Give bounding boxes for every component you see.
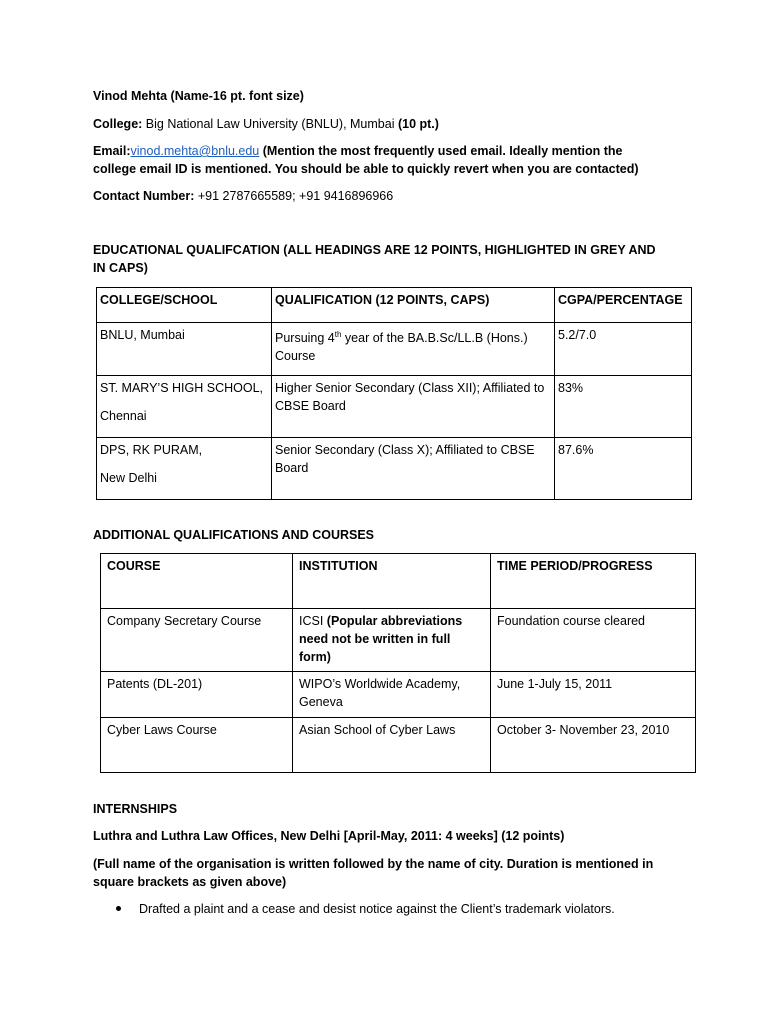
school-cell [97, 438, 272, 500]
candidate-name: Vinod Mehta (Name-16 pt. font size) [93, 89, 304, 103]
contact-label: Contact Number: [93, 189, 195, 203]
table-row [97, 438, 692, 500]
school-name: BNLU, Mumbai [100, 328, 185, 342]
email-link[interactable]: vinod.mehta@bnlu.edu [130, 144, 260, 158]
bullet-icon [114, 900, 122, 908]
course-cell: Patents (DL-201) [101, 672, 293, 718]
school-city: New Delhi [100, 471, 157, 485]
school-name: DPS, RK PURAM, [100, 443, 203, 457]
email-note: (Mention the most frequently used email. Ideally mention the college email ID is mentioned. You should be able to quickly revert when you are contacted) [93, 144, 639, 176]
qual-superscript: th [334, 330, 342, 339]
college-line [93, 115, 673, 133]
qualification-cell: Higher Senior Secondary (Class XII); Affiliated to CBSE Board [272, 376, 555, 438]
internship-bullet: Drafted a plaint and a cease and desist notice against the Client’s trademark violators. [139, 902, 615, 916]
course-cell: Company Secretary Course [101, 609, 293, 672]
qualification-cell: Senior Secondary (Class X); Affiliated to CBSE Board [272, 438, 555, 500]
col-header: COLLEGE/SCHOOL [97, 288, 272, 323]
col-header: QUALIFICATION (12 POINTS, CAPS) [272, 288, 555, 323]
qualification-cell [272, 323, 555, 376]
period-cell: June 1-July 15, 2011 [491, 672, 696, 718]
education-table [96, 287, 692, 500]
college-value: Big National Law University (BNLU), Mumbai [142, 117, 398, 131]
table-row [101, 609, 696, 672]
institution-name: ICSI [299, 614, 327, 628]
course-cell: Cyber Laws Course [101, 718, 293, 773]
contact-value: +91 2787665589; +91 9416896966 [194, 189, 394, 203]
institution-cell: Asian School of Cyber Laws [293, 718, 491, 773]
institution-note: (Popular abbreviations need not be written in full form) [299, 614, 463, 664]
internship-note: (Full name of the organisation is written followed by the name of city. Duration is mentioned in square brackets as given above) [93, 857, 654, 889]
col-header: TIME PERIOD/PROGRESS [491, 554, 696, 609]
college-label: College: [93, 117, 143, 131]
table-row [101, 672, 696, 718]
internships-heading: INTERNSHIPS [93, 802, 178, 816]
table-row [97, 323, 692, 376]
school-city: Chennai [100, 409, 147, 423]
email-line [93, 142, 653, 178]
additional-heading: ADDITIONAL QUALIFICATIONS AND COURSES [93, 528, 375, 542]
period-cell: Foundation course cleared [491, 609, 696, 672]
col-header: INSTITUTION [293, 554, 491, 609]
courses-header-row [101, 554, 696, 609]
email-label: Email: [93, 144, 131, 158]
qual-text: Pursuing 4 [275, 331, 335, 346]
table-row [101, 718, 696, 773]
table-row [97, 376, 692, 438]
col-header: CGPA/PERCENTAGE [555, 288, 692, 323]
school-cell [97, 323, 272, 376]
col-header: COURSE [101, 554, 293, 609]
institution-cell: WIPO’s Worldwide Academy, Geneva [293, 672, 491, 718]
score-cell: 5.2/7.0 [555, 323, 692, 376]
school-name: ST. MARY’S HIGH SCHOOL, [100, 381, 263, 395]
education-heading: EDUCATIONAL QUALIFCATION (ALL HEADINGS ARE 12 POINTS, HIGHLIGHTED IN GREY AND IN CAPS) [93, 243, 656, 275]
contact-line [93, 187, 673, 205]
internship-title: Luthra and Luthra Law Offices, New Delhi [April-May, 2011: 4 weeks] (12 points) [93, 829, 565, 843]
college-note: (10 pt.) [397, 117, 439, 131]
institution-cell [293, 609, 491, 672]
education-header-row [97, 288, 692, 323]
score-cell: 87.6% [555, 438, 692, 500]
period-cell: October 3- November 23, 2010 [491, 718, 696, 773]
courses-table [100, 553, 696, 773]
school-cell [97, 376, 272, 438]
qual-text: year of the BA.B.Sc/LL.B (Hons.) Course [275, 331, 528, 364]
score-cell: 83% [555, 376, 692, 438]
